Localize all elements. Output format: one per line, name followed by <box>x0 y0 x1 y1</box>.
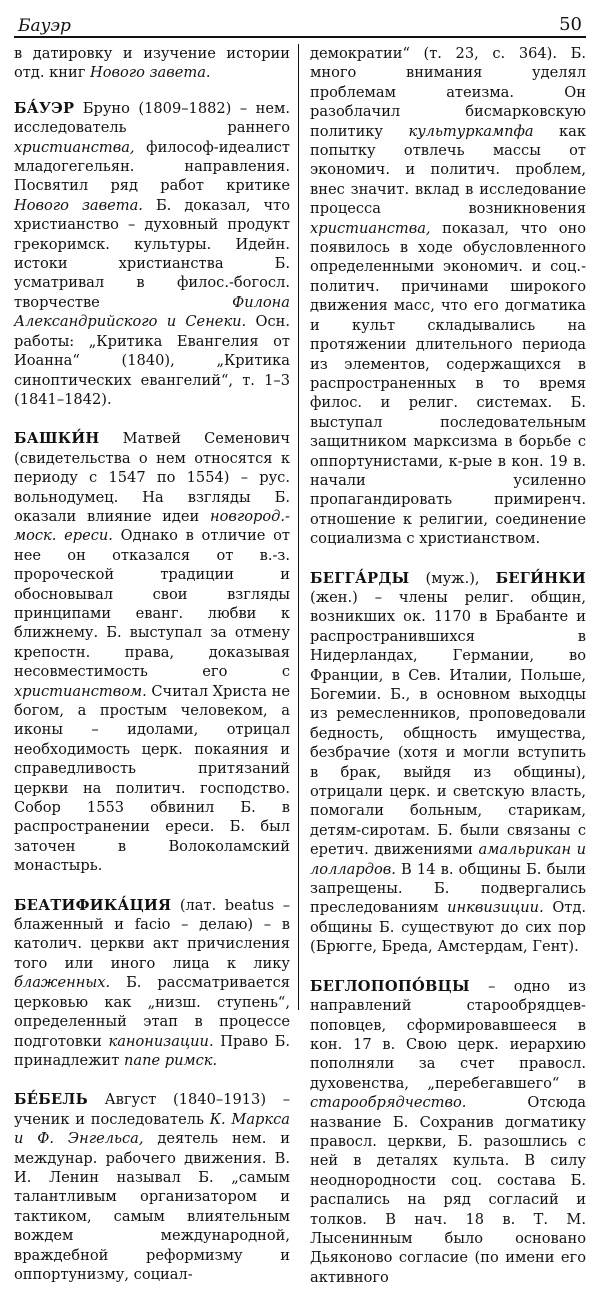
entry-text: – одно из направлений старообрядцев-поповцев, сформировавшееся в кон. 17 в. Свою церк. иерархию пополняли за счет правосл. духовенства, „перебегавшего“ в <box>310 977 586 1092</box>
entry-text: Однако в отличие от нее он отказался от в.-з. пророческой традиции и обосновывал свои взгляды принципами еванг. любви к ближнему. Б. выступал за отмену крепостн. права, доказывая несовместимость его с <box>14 527 290 681</box>
cross-reference: Нового завета. <box>14 196 143 214</box>
entry-beggardy <box>310 569 586 957</box>
entry-text: Матвей Семенович (свидетельства о нем относятся к периоду с 1547 по 1554) – рус. вольнодумец. На взгляды Б. оказали влияние идеи <box>14 430 290 525</box>
entry-text: Б. рассматривается церковью как „низш. ступень“, определенный этап в процессе подготовки <box>14 974 290 1050</box>
left-column <box>14 44 290 1304</box>
headword-beatifikatsiya: БЕАТИФИКА́ЦИЯ <box>14 896 172 914</box>
cross-reference: Филона Александрийского и Сенеки. <box>14 293 290 331</box>
cross-reference: культуркампфа <box>408 122 534 140</box>
entry-continuation-right <box>310 44 586 549</box>
entry-text: показал, что оно появилось в ходе обусловленного определенными экономич. и соц.-политич. причинами широкого движения масс, что его догматика и культ складывались на протяжении длительного периода из элементов, содержащихся в распространенных в то время филос. и религ. системах. Б. выступал последовательным защитником марксизма в борьбе с оппортунистами, к-рые в кон. 19 в. начали усиленно пропагандировать примиренч. отношение к религии, соединение социализма с христианством. <box>310 219 586 548</box>
cross-reference: К. Маркса и Ф. Энгельса, <box>14 1110 290 1148</box>
entry-text: Считал Христа не богом, а простым человеком, а иконы – идолами, отрицал необходимость церк. покаяния и справедливость притязаний церкви на политич. господство. Собор 1553 обвинил Б. в распространении ереси. Б. был заточен в Волоколамский монастырь. <box>14 682 291 875</box>
entry-text: демократии“ (т. 23, с. 364). Б. много внимания уделял проблемам атеизма. Он разоблачил бисмарковскую политику <box>310 45 586 140</box>
entry-text: деятель нем. и междунар. рабочего движения. В. И. Ленин называл Б. „самым талантливым организатором и тактиком, самым влиятельным вождем международной, враждебной реформизму и оппортунизму, социал- <box>14 1130 290 1283</box>
headword-bauer: БА́УЭР <box>14 99 75 117</box>
continuation-italic: Нового завета. <box>89 64 211 82</box>
headword-beginki: БЕГИ́НКИ <box>495 569 586 587</box>
cross-reference: блаженных. <box>14 974 111 992</box>
entry-text: Право Б. принадлежит <box>14 1032 290 1069</box>
headword-bashkin: БАШКИ́Н <box>14 430 100 448</box>
cross-reference: старообрядчество. <box>310 1094 467 1112</box>
entry-text: Осн. работы: „Критика Евангелия от Иоанна“ (1840), „Критика синоптических евангелий“, т. 1–3 (1841–1842). <box>14 313 290 408</box>
running-title: Бауэр <box>18 16 71 36</box>
entry-beatifikatsiya <box>14 896 290 1071</box>
entry-bauer <box>14 99 290 410</box>
headword-bebel: БЕ́БЕЛЬ <box>14 1091 88 1109</box>
entry-text: Август (1840–1913) – ученик и последователь <box>14 1091 290 1128</box>
cross-reference: христианства, <box>14 138 135 156</box>
entry-text: В 14 в. общины Б. были запрещены. Б. подвергались преследованиям <box>310 860 586 917</box>
cross-reference: новгород.-моск. ереси. <box>14 507 290 545</box>
entry-text: (лат. beatus – блаженный и facio – делаю) – в католич. церкви акт причисления того или иного лица к лику <box>14 896 290 972</box>
cross-reference: христианства, <box>310 219 431 237</box>
continuation-text: в датировку и изучение истории отд. книг <box>14 45 290 82</box>
entry-beglopopovtsy <box>310 977 586 1288</box>
headword-beggardy: БЕГГА́РДЫ <box>310 569 410 587</box>
entry-text: (муж.), <box>409 569 496 587</box>
right-column <box>310 44 586 1307</box>
cross-reference: христианством. <box>14 682 147 700</box>
page-number: 50 <box>559 14 582 35</box>
headword-beglopopovtsy: БЕГЛОПОПО́ВЦЫ <box>310 977 470 995</box>
entry-text: Отсюда название Б. Сохранив догматику правосл. церкви, Б. разошлись с ней в деталях культа. В силу неоднородности соц. состава Б. распались на ряд согласий и толков. В нач. 18 в. Т. М. Лысенинным было основано Дьяконово согласие (по имени его активного <box>310 1094 586 1286</box>
entry-bebel <box>14 1090 290 1284</box>
entry-text: философ-идеалист младогегельян. направления. Посвятил ряд работ критике <box>14 138 290 195</box>
column-divider <box>298 44 299 1010</box>
entry-text: Бруно (1809–1882) – нем. исследователь раннего <box>14 99 290 137</box>
page-header <box>14 10 586 38</box>
entry-text: Б. доказал, что христианство – духовный продукт грекоримск. культуры. Идейн. истоки христианства Б. усматривал в филос.-богосл. творчестве <box>14 196 291 311</box>
entry-bashkin <box>14 429 290 875</box>
cross-reference: канонизации. <box>108 1032 214 1050</box>
cross-reference: инквизиции. <box>447 899 544 917</box>
entry-continuation-left <box>14 44 290 83</box>
cross-reference: папе римск. <box>123 1051 218 1069</box>
entry-text: (жен.) – члены религ. общин, возникших ок. 1170 в Брабанте и распространившихся в Нидерландах, Германии, во Франции, в Сев. Италии, Польше, Богемии. Б., в основном выходцы из ремесленников, проповедовали бедность, общность имущества, безбрачие (хотя и могли вступить в брак, выйдя из общины), отрицали церк. и светскую власть, помогали больным, старикам, детям-сиротам. Б. были связаны с еретич. движениями <box>310 588 586 859</box>
header-rule <box>14 36 586 38</box>
cross-reference: амальрикан и лоллардов. <box>310 841 587 878</box>
entry-text: Отд. общины Б. существуют до сих пор (Брюгге, Бреда, Амстердам, Гент). <box>310 899 586 956</box>
entry-text: как попытку отвлечь массы от экономич. и политич. проблем, внес значит. вклад в исследование процесса возникновения <box>310 122 586 218</box>
